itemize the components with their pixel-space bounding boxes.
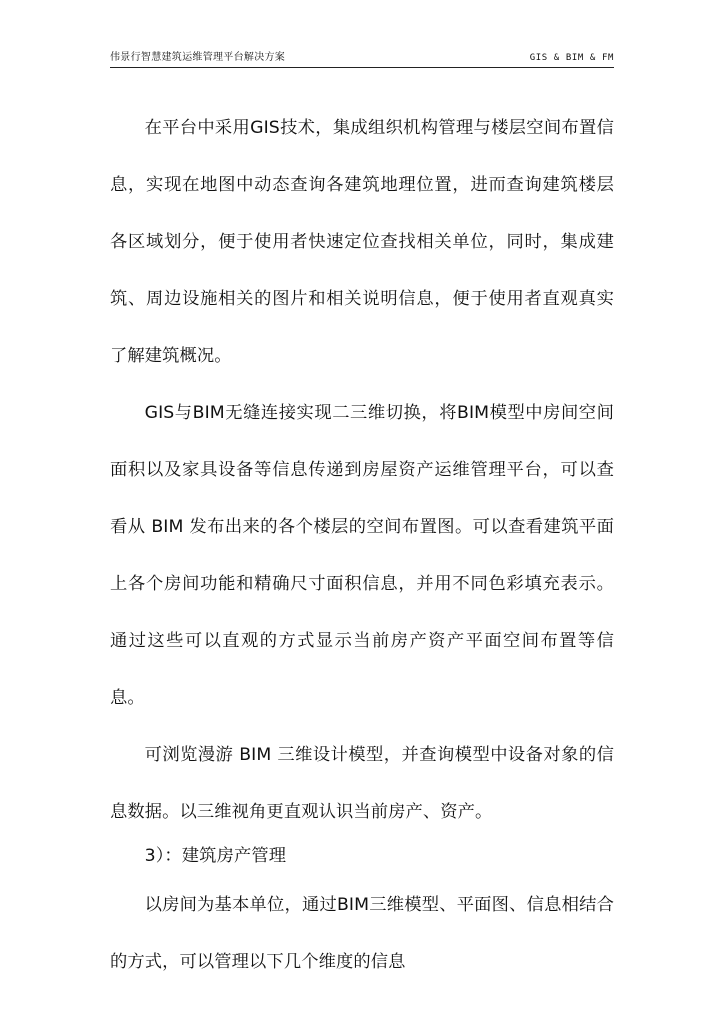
paragraph-bim-browse: 可浏览漫游 BIM 三维设计模型，并查询模型中设备对象的信息数据。以三维视角更直观认识当前房产、资产。 [110,745,614,822]
document-body [110,100,614,991]
header-document-title: 伟景行智慧建筑运维管理平台解决方案 [110,52,286,63]
paragraph-room-management: 以房间为基本单位，通过BIM三维模型、平面图、信息相结合的方式，可以管理以下几个维度的信息 [110,895,614,972]
section-heading: 3）：建筑房产管理 [144,846,287,866]
paragraph-gis-integration: 在平台中采用GIS技术，集成组织机构管理与楼层空间布置信息，实现在地图中动态查询各建筑地理位置，进而查询建筑楼层各区域划分，便于使用者快速定位查找相关单位，同时，集成建筑、周边设施相关的图片和相关说明信息，便于使用者直观真实了解建筑概况。 [110,118,614,366]
page-header [110,51,614,68]
header-tagline: GIS & BIM & FM [529,53,614,63]
paragraph-gis-bim-switch: GIS与BIM无缝连接实现二三维切换，将BIM模型中房间空间面积以及家具设备等信息传递到房屋资产运维管理平台，可以查看从 BIM 发布出来的各个楼层的空间布置图。可以查看建筑平面上各个房间功能和精确尺寸面积信息，并用不同色彩填充表示。通过这些可以直观的方式显示当前房产资产平面空间布置等信息。 [110,403,614,708]
